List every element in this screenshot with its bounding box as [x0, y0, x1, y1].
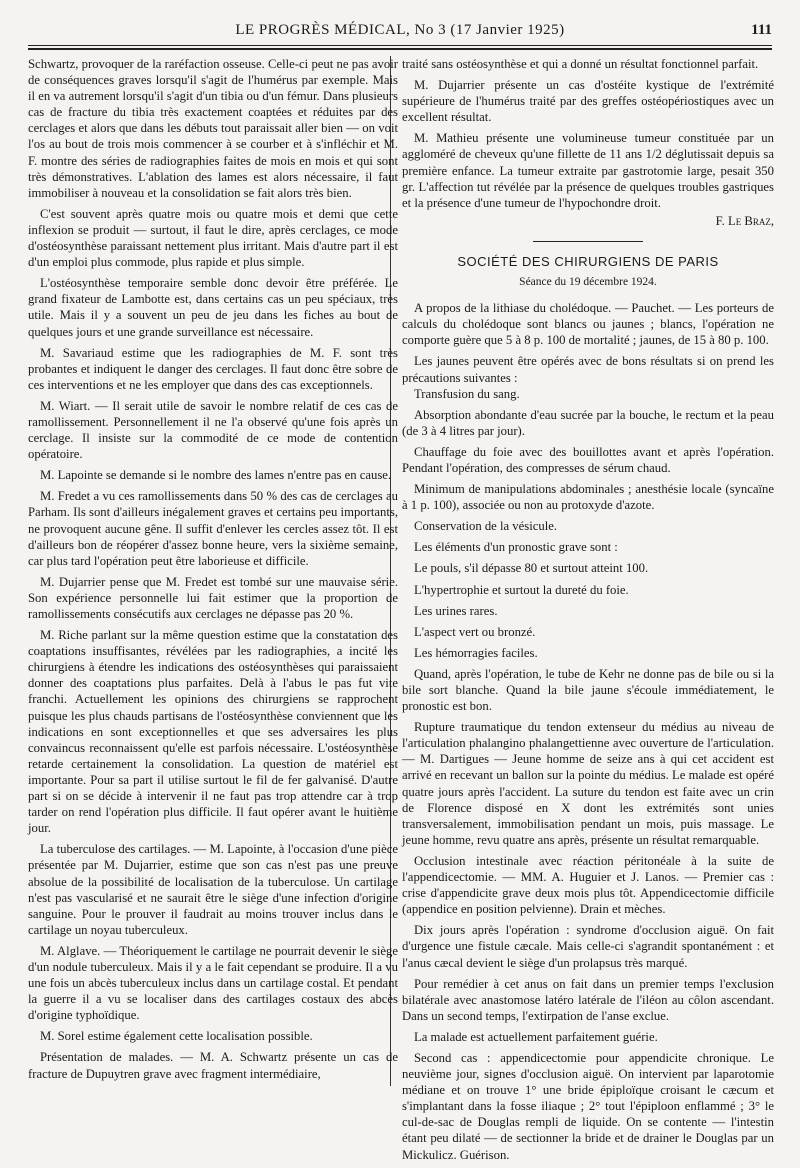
paragraph: Second cas : appendicectomie pour appendicite chronique. Le neuvième jour, signes d'occlusion aiguë. On intervient par laparotomie médiane et on trouve 1° une bride épiploïque croisant le cæcum et s'implantant dans la fosse iliaque ; 2° tout l'épiploon enflammé ; 3° le cul-de-sac de Douglas rempli de liquide. On se contente — l'intestin étant peu dilaté — de sectionner la bride et de drainer le Douglas par un Mickulicz. Guérison. [402, 1050, 774, 1162]
paragraph: Présentation de malades. — M. A. Schwartz présente un cas de fracture de Dupuytren grave avec fragment intermédiaire, [28, 1050, 398, 1081]
paragraph: M. Dujarrier présente un cas d'ostéite kystique de l'extrémité supérieure de l'humérus traité par des greffes ostéopériostiques avec un excellent résultat. [402, 78, 774, 125]
header-rule-thick [28, 48, 772, 50]
list-intro: Les éléments d'un pronostic grave sont : [414, 540, 618, 555]
paragraph: Dix jours après l'opération : syndrome d'occlusion aiguë. On fait d'urgence une fistule cæcale. Mais celle-ci s'agrandit spontanément : et l'anus cæcal devient le siège d'un prolapsus très marqué. [402, 923, 774, 970]
list-item: Les hémorragies faciles. [414, 645, 538, 660]
paragraph: M. Lapointe se demande si le nombre des lames n'entre pas en cause. [40, 468, 392, 483]
list-item: Chauffage du foie avec des bouillottes avant et après l'opération. Pendant l'opération, des compresses de sérum chaud. [402, 444, 774, 475]
list-item: Les urines rares. [414, 603, 498, 618]
paragraph: A propos de la lithiase du cholédoque. — Pauchet. — Les porteurs de calculs du cholédoque sont blancs ou jaunes ; blancs, l'opération ne comporte guère que 5 à 8 p. 100 de mortalité ; jaunes, de 15 à 80 p. 100. [402, 301, 774, 348]
list-item: Minimum de manipulations abdominales ; anesthésie locale (syncaïne à 1 p. 100), associée ou non au protoxyde d'azote. [402, 482, 774, 513]
list-item: L'aspect vert ou bronzé. [414, 624, 536, 639]
paragraph: M. Sorel estime également cette localisation possible. [40, 1029, 313, 1044]
list-item: Conservation de la vésicule. [414, 519, 558, 534]
page-header [28, 22, 772, 44]
paragraph: Quand, après l'opération, le tube de Kehr ne donne pas de bile ou si la bile sort blanche. Quand la bile jaune s'écoule immédiatement, le pronostic est bon. [402, 666, 774, 714]
paragraph: M. Alglave. — Théoriquement le cartilage ne pourrait devenir le siège d'un nodule tuberculeux. Mais il y a le fait cependant se produire. Il a vu une fois un abcès tuberculeux inclus dans un cartilage costal. Et pendant la guerre il a vu se localiser dans des cartilages costaux des abcès d'origine typhoïdique. [28, 943, 398, 1023]
section-divider [533, 241, 643, 242]
paragraph: La malade est actuellement parfaitement guérie. [414, 1029, 658, 1044]
list-item: L'hypertrophie et surtout la dureté du foie. [414, 582, 629, 597]
paragraph: Occlusion intestinale avec réaction péritonéale à la suite de l'appendicectomie. — MM. A. Huguier et J. Lanos. — Premier cas : crise d'appendicite grave deux mois plus tôt. Appendicectomie difficile (appendice en position pelvienne). Drain et mèches. [402, 853, 774, 917]
list-item: Le pouls, s'il dépasse 80 et surtout atteint 100. [414, 561, 649, 576]
paragraph: Pour remédier à cet anus on fait dans un premier temps l'exclusion bilatérale avec anastomose latéro latérale de l'iléon au côlon ascendant. Dans un second temps, l'extirpation de l'anse exclue. [402, 976, 774, 1023]
section-subtitle: Séance du 19 décembre 1924. [519, 276, 657, 289]
paragraph: traité sans ostéosynthèse et qui a donné un résultat fonctionnel parfait. [402, 57, 759, 71]
list-item: Transfusion du sang. [414, 386, 520, 401]
paragraph: Schwartz, provoquer de la raréfaction osseuse. Celle-ci peut ne pas avoir de conséquences graves lorsqu'il s'agit de l'humérus par exemple. Mais il en va autrement lorsqu'il s'agit d'un tibia ou d'un fémur. Dans plusieurs cas de fracture du tibia très exactement coaptées et réduites par des cerclages et alors que dans les débuts tout paraissait aller bien — on voit l'os au bout de trois mois commencer à se courber et à s'infléchir et M. F. montre des séries de radiographies faites de mois en mois et qui sont très démonstratives. L'ablation des lames est alors nécessaire, il faut immobiliser à nouveau et la consolidation se fait alors très bien. [28, 57, 398, 200]
paragraph: M. Fredet a vu ces ramollissements dans 50 % des cas de cerclages au Parham. Ils sont d'ailleurs inégalement graves et certains peu importants, ne provoquent aucune gêne. Il suffit d'enlever les cercles assez tôt. Il est d'ailleurs bon de réopérer d'assez bonne heure, vers la sixième semaine, car plus tard l'opération peut être laborieuse et difficile. [28, 489, 398, 568]
author-signature: F. Le Braz, [715, 213, 774, 228]
paragraph: M. Mathieu présente une volumineuse tumeur constituée par un aggloméré de cheveux qu'une fillette de 11 ans 1/2 déglutissait depuis sa première enfance. La tumeur extraite par gastrotomie large, pesait 350 gr. L'affection tut révélée par la présence de quelques troubles gastriques et la présence d'une tumeur de l'hypochondre droit. [402, 131, 774, 210]
paragraph: Les jaunes peuvent être opérés avec de bons résultats si on prend les précautions suivantes : [402, 354, 774, 385]
list-item: Absorption abondante d'eau sucrée par la bouche, le rectum et la peau (de 3 à 4 litres par jour). [402, 407, 774, 438]
paragraph: M. Wiart. — Il serait utile de savoir le nombre relatif de ces cas de ramollissement. Personnellement il ne l'a observé qu'une fois après un cerclage. Il insiste sur la commodité de ce mode de contention opératoire. [28, 398, 398, 462]
page-number: 111 [751, 22, 772, 38]
paragraph: L'ostéosynthèse temporaire semble donc devoir être préférée. Le grand fixateur de Lambotte est, dans certains cas un peu spéciaux, très utile. Mais il y a souvent un peu de jeu dans les fiches au bout de quelques jours et une grande surveillance est nécessaire. [28, 276, 398, 339]
journal-title: LE PROGRÈS MÉDICAL, No 3 (17 Janvier 1925) [235, 22, 565, 38]
paragraph: Rupture traumatique du tendon extenseur du médius au niveau de l'articulation phalangino phalangettienne avec ouverture de l'articulation. — M. Dartigues — Jeune homme de seize ans à qui cet accident est arrivé en recevant un ballon sur la pointe du médius. Le malade est opéré quatre jours après l'accident. La suture du tendon est faite avec un crin de Florence disposé en X dont les extrémités sont unies transversalement, immobilisation pendant un mois, puis massage. Le jeune homme, revu quatre ans après, présente un résultat remarquable. [402, 720, 774, 847]
left-column [28, 56, 398, 1087]
paragraph: C'est souvent après quatre mois ou quatre mois et demi que cette inflexion se produit — surtout, il faut le dire, après cerclages, ce mode d'ostéosynthèse paraissant nettement plus irritant. Mais d'autre part il est d'un emploi plus commode, plus rapide et plus simple. [28, 206, 398, 270]
header-rule [28, 45, 772, 46]
paragraph: M. Savariaud estime que les radiographies de M. F. sont très probantes et indiquent le danger des cerclages. Il faut donc être sobre de ces interventions et ne les employer que dans des cas exceptionnels. [28, 345, 398, 392]
paragraph: M. Dujarrier pense que M. Fredet est tombé sur une mauvaise série. Son expérience personnelle lui fait estimer que la proportion de ramollissements consécutifs aux cerclages ne dépasse pas 20 %. [28, 574, 398, 621]
paragraph: M. Riche parlant sur la même question estime que la constatation des coaptations insuffisantes, révélées par les radiographies, a incité les chirurgiens à étendre les indications des ostéosynthèses qui paraissaient donner des coaptations plus parfaites. Delà à l'abus le pas fut vite franchi. Actuellement les opinions des chirurgiens se rapprochent puisque les plus chauds partisans de l'ostéosynthèse conviennent que les indications en sont exceptionnelles et que ses adversaires les plus convaincus reconnaissent qu'elle est parfois nécessaire. L'ostéosynthèse retarde certainement la consolidation. La question de matériel est importante. Pour sa part il utilise surtout le fil de fer galvanisé. D'autre part si on se décide à intervenir il ne faut pas trop attendre car à trop tarder on rend l'opération plus difficile. Il faut opérer avant le huitième jour. [28, 628, 398, 836]
section-title: SOCIÉTÉ DES CHIRURGIENS DE PARIS [457, 253, 719, 269]
paragraph: La tuberculose des cartilages. — M. Lapointe, à l'occasion d'une pièce présentée par M. Dujarrier, estime que son cas n'est pas une preuve absolue de la possibilité de localisation de la tuberculose. Un cartilage n'est pas vascularisé et ne saurait être le siège d'une infection d'origine sanguine. Pour le prouver il faudrait au moins trouver inclus dans le cartilage un noyau tuberculeux. [28, 842, 398, 937]
right-column [402, 56, 774, 1168]
